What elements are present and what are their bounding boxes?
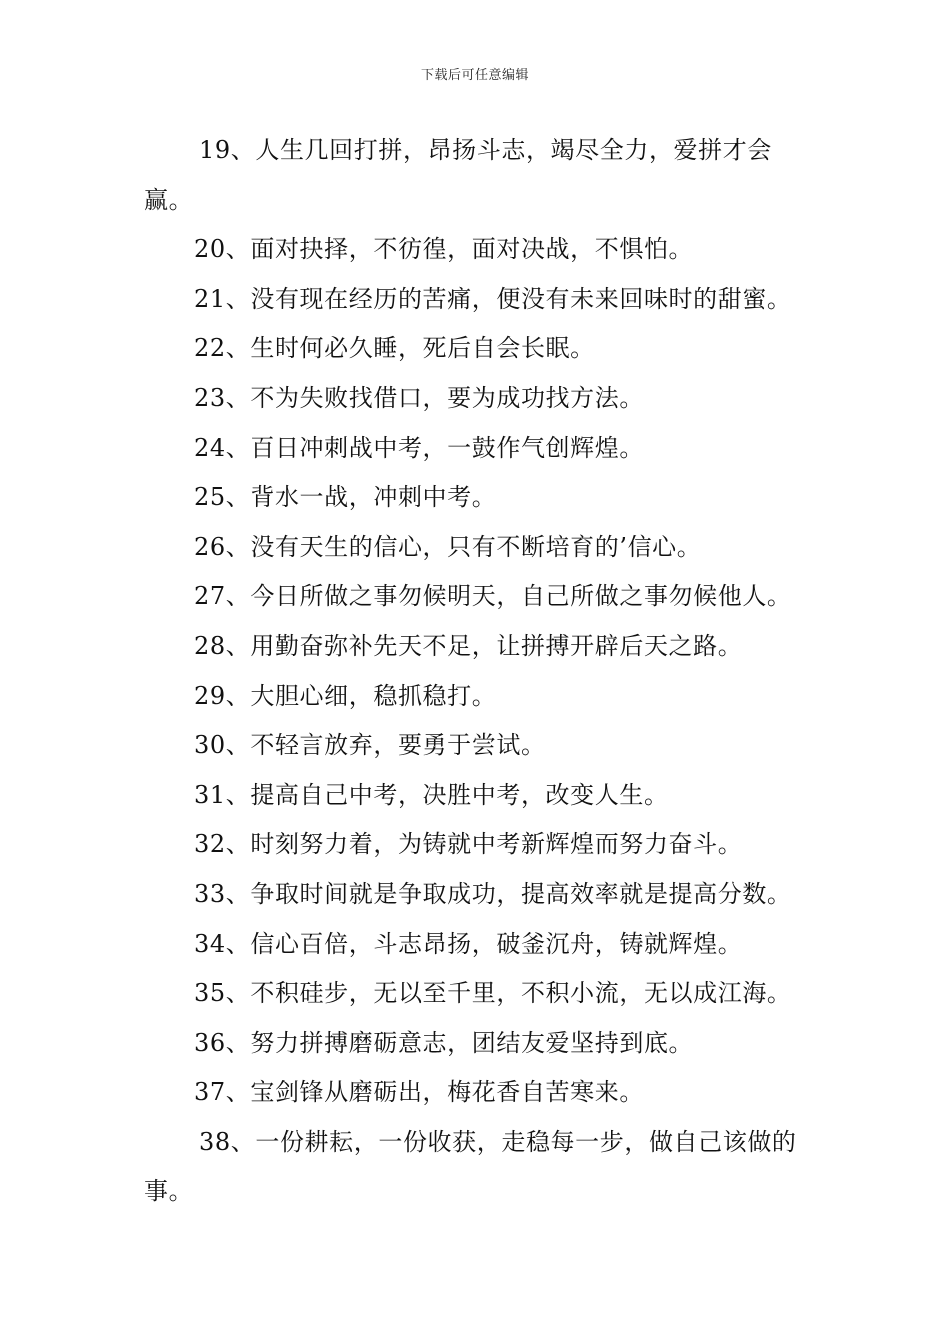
paragraph-36: 36、努力拼搏磨砺意志，团结友爱坚持到底。 [194,1028,694,1057]
paragraph-21: 21、没有现在经历的苦痛，便没有未来回味时的甜蜜。 [194,284,792,313]
paragraph-22: 22、生时何必久睡，死后自会长眠。 [194,334,595,363]
paragraph-38: 38、一份耕耘，一份收获，走稳每一步，做自己该做的事。 [144,1127,797,1206]
paragraph-32: 32、时刻努力着，为铸就中考新辉煌而努力奋斗。 [194,830,743,859]
header-note: 下载后可任意编辑 [420,68,529,83]
paragraph-23: 23、不为失败找借口，要为成功找方法。 [194,383,644,412]
paragraph-35: 35、不积硅步，无以至千里，不积小流，无以成江海。 [194,979,792,1008]
paragraph-19: 19、人生几回打拼，昂扬斗志，竭尽全力，爱拼才会赢。 [144,136,772,214]
paragraph-20: 20、面对抉择，不彷徨，面对决战，不惧怕。 [194,235,694,264]
paragraph-29: 29、大胆心细，稳抓稳打。 [194,681,497,710]
paragraph-37: 37、宝剑锋从磨砺出，梅花香自苦寒来。 [194,1078,644,1107]
paragraph-27: 27、今日所做之事勿候明天，自己所做之事勿候他人。 [194,582,792,611]
document-body [144,126,812,1217]
paragraph-31: 31、提高自己中考，决胜中考，改变人生。 [194,780,669,809]
paragraph-34: 34、信心百倍，斗志昂扬，破釜沉舟，铸就辉煌。 [194,929,743,958]
paragraph-33: 33、争取时间就是争取成功，提高效率就是提高分数。 [194,879,792,908]
paragraph-25: 25、背水一战，冲刺中考。 [194,483,497,512]
paragraph-24: 24、百日冲刺战中考，一鼓作气创辉煌。 [194,433,644,462]
paragraph-26: 26、没有天生的信心，只有不断培育的’信心。 [194,532,702,561]
paragraph-30: 30、不轻言放弃，要勇于尝试。 [194,731,546,760]
paragraph-28: 28、用勤奋弥补先天不足，让拼搏开辟后天之路。 [194,631,743,660]
